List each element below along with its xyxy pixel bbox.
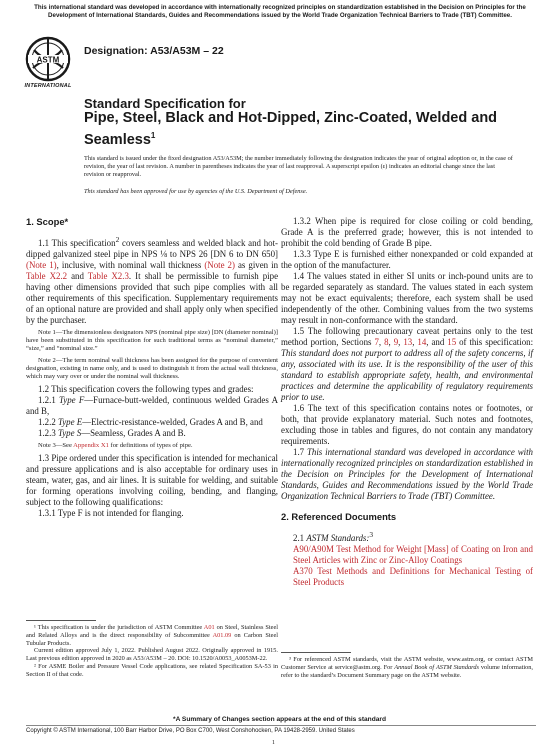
footnote-rule-left — [26, 620, 96, 621]
appendix-x1-link[interactable]: Appendix X1 — [73, 442, 109, 450]
note-2: Note 2—The term nominal wall thickness has been assigned for the purpose of convenient designation, existing in name only, and is used to distinguish it from the actual wall thickness, which may vary over or under the nominal wall thickness. — [26, 356, 278, 380]
note-1: Note 1—The dimensionless designators NPS (nominal pipe size) [DN (diameter nominal)] have been substituted in this specification for such traditional terms as “nominal diameter,” “size,” and “nominal size.” — [26, 328, 278, 353]
para-1-5-and: and — [431, 337, 445, 347]
section-15-link[interactable]: 15 — [447, 337, 457, 347]
para-1-2-1 — [26, 395, 278, 417]
title-prefix: Standard Specification for — [84, 96, 246, 111]
left-column — [26, 216, 278, 519]
footnote-1 — [26, 624, 278, 647]
para-1-7 — [281, 447, 533, 502]
para-1-5-text: of this specification: — [456, 337, 534, 347]
copyright: Copyright © ASTM International, 100 Barr Harbor Drive, PO Box C700, West Conshohocken, PA 19428-2959. United States — [26, 728, 355, 734]
footnotes-right — [281, 656, 533, 679]
ref-a370[interactable] — [281, 566, 533, 588]
footnote-1-lead: ¹ This specification is under the jurisdiction of ASTM Committee — [34, 624, 204, 631]
para-1-1-text-b: , inclusive, with nominal wall thickness — [56, 259, 205, 270]
footnote-1-tail: on Carbon Steel Tubular Products. — [26, 631, 278, 647]
para-1-5: 1.5 The following precautionary caveat pertains only to the test method portion, Sections 7, 8, 9, 13, 14, and 15 of this specification: This standard does not purport to address all of the safety concerns, if any, associated with its use. It is the responsibility of the user of this standard to establish appropriate safety, health, and environmental practices and determine the applicability of regulatory requirements prior to use. — [281, 326, 534, 402]
section-8-link[interactable]: 8 — [384, 337, 389, 347]
ref-a90-code[interactable]: A90/A90M — [293, 543, 334, 554]
safety-caveat: This standard does not purport to address all of the safety concerns, if any, associated with its use. It is the responsibility of the user of this standard to establish appropriate safety, health, and environmental practices and determine the applicability of regulatory requirements prior to use. — [281, 348, 533, 402]
ref-a370-code[interactable]: A370 — [293, 565, 313, 576]
footnote-3-text: volume information, refer to the standard’s Document Summary page on the ASTM website. — [281, 663, 534, 679]
para-1-4: 1.4 The values stated in either SI units or inch-pound units are to be regarded separately as standard. The values stated in each system may not be exact equivalents; therefore, each system shall be used independently of the other. Combining values from the two systems may result in non-conformance with the standard. — [281, 271, 533, 325]
footnote-1-text: on Steel, Stainless Steel and Related Alloys and is the direct responsibility of Subcommittee — [26, 624, 278, 639]
para-1-2-3-text: —Seamless, Grades A and B. — [81, 428, 186, 439]
para-1-7-text: This international standard was developed in accordance with internationally recognized principles on standardization established in the Decision on Principles for the Development of International Standards, Guides and Recommendations issued by the World Trade Organization Technical Barriers to Trade (TBT) Committee. — [281, 447, 533, 501]
note-3-lead: Note 3—See — [38, 442, 74, 450]
document-title — [84, 110, 504, 149]
astm-standards-label: ASTM Standards: — [306, 532, 370, 543]
para-1-3-2: 1.3.2 When pipe is required for close coiling or cold bending, Grade A is the preferred grade; however, this is not intended to prohibit the cold bending of Grade B pipe. — [281, 216, 533, 248]
section-13-link[interactable]: 13 — [403, 337, 413, 347]
committee-a01-link[interactable]: A01 — [203, 624, 215, 631]
para-1-1-text-a: covers seamless and welded black and hot-dipped galvanized steel pipe in NPS ⅛ to NPS 26 [DN 6 to DN 650] — [26, 237, 278, 259]
right-column — [281, 216, 533, 588]
type-f-label: Type F — [59, 395, 85, 406]
footnote-2: ² For ASME Boiler and Pressure Vessel Code applications, see related Specification SA-53 in Section II of that code. — [26, 662, 278, 678]
type-e-label: Type E — [57, 417, 83, 428]
para-1-2-3 — [26, 428, 278, 439]
top-notice: This international standard was developed in accordance with internationally recognized principles on standardization established in the Decision on Principles for the Development of International Standards, Guides and Recommendations issued by the World Trade Organization Technical Barriers to Trade (TBT) Committee. — [34, 4, 526, 19]
para-1-1 — [26, 234, 278, 326]
para-2-1-num: 2.1 — [293, 532, 307, 543]
para-1-3: 1.3 Pipe ordered under this specification is intended for mechanical and pressure applications and is also acceptable for ordinary uses in steam, water, gas, and air lines. It is suitable for welding, and suitable for forming operations involving coiling, bending, and flanging, subject to the following qualifications: — [26, 453, 278, 508]
ref-a370-title[interactable]: Test Methods and Definitions for Mechanical Testing of Steel Products — [293, 565, 533, 587]
section-7-link[interactable]: 7 — [374, 337, 379, 347]
logo-mark-text: ASTM — [36, 55, 60, 65]
para-1-2-1-num: 1.2.1 — [38, 395, 60, 406]
para-1-2-1-text: —Furnace-butt-welded, continuous welded Grades A and B, — [26, 395, 279, 417]
para-1-6: 1.6 The text of this specification contains notes or footnotes, or both, that provide explanatory material. Such notes and footnotes, excluding those in tables and figures, do not contain any mandatory requirements. — [281, 403, 533, 446]
para-1-2-3-num: 1.2.3 — [38, 428, 58, 439]
footnote-3 — [281, 656, 533, 679]
scope-heading: 1. Scope* — [26, 216, 69, 227]
referenced-documents-heading: 2. Referenced Documents — [281, 511, 397, 522]
annual-book-title: Annual Book of ASTM Standards — [394, 663, 479, 671]
section-14-link[interactable]: 14 — [417, 337, 427, 347]
approved-note: This standard has been approved for use by agencies of the U.S. Department of Defense. — [84, 188, 308, 195]
footnote-ref-2: 2 — [115, 235, 120, 244]
note-3-text: for definitions of types of pipe. — [108, 442, 193, 450]
title-footnote-ref: 1 — [150, 131, 156, 140]
footnote-3-lead: ³ For referenced ASTM standards, visit the ASTM website, www.astm.org, or contact ASTM Customer Service at service@astm.org. For — [281, 656, 533, 671]
ref-a90-title[interactable]: Test Method for Weight [Mass] of Coating on Iron and Steel Articles with Zinc or Zinc-Alloy Coatings — [293, 543, 533, 565]
subcommittee-a01-09-link[interactable]: A01.09 — [212, 631, 232, 639]
para-1-1-text-d: and — [67, 270, 88, 281]
para-1-2: 1.2 This specification covers the following types and grades: — [38, 384, 254, 395]
logo-text: INTERNATIONAL — [24, 83, 72, 89]
para-1-2-2 — [26, 417, 278, 428]
designation: Designation: A53/A53M – 22 — [84, 45, 224, 57]
astm-logo — [20, 36, 76, 89]
table-x2-3-link[interactable]: Table X2.3 — [87, 270, 129, 281]
para-2-1 — [281, 529, 533, 544]
note-2-link[interactable]: (Note 2) — [204, 259, 235, 270]
para-1-1-text-e: . It shall be permissible to furnish pipe having other dimensions provided that such pipe complies with all other requirements of this specification. Supplementary requirements of an optional nature are provided and shall apply only when specified by the purchaser. — [26, 270, 279, 325]
para-1-3-3: 1.3.3 Type E is furnished either nonexpanded or cold expanded at the option of the manufacturer. — [281, 249, 533, 270]
para-1-7-num: 1.7 — [293, 447, 307, 457]
page-number: 1 — [272, 740, 275, 746]
footer-rule — [26, 725, 536, 726]
issued-note: This standard is issued under the fixed designation A53/A53M; the number immediately following the designation indicates the year of original adoption or, in the case of revision, the year of last revision. A number in parentheses indicates the year of last reapproval. A superscript epsilon (ε) indicates an editorial change since the last revision or reapproval. — [84, 155, 513, 178]
document-title-text: Pipe, Steel, Black and Hot-Dipped, Zinc-Coated, Welded and Seamless — [84, 110, 498, 148]
para-1-2-2-text: —Electric-resistance-welded, Grades A and B, and — [82, 417, 263, 428]
footnote-ref-3: 3 — [369, 530, 374, 539]
para-1-3-1: 1.3.1 Type F is not intended for flanging. — [38, 508, 184, 519]
astm-logo-mark — [20, 36, 76, 82]
table-x2-2-link[interactable]: Table X2.2 — [26, 270, 68, 281]
footnotes-left — [26, 624, 278, 679]
para-1-2-2-num: 1.2.2 — [38, 417, 58, 428]
section-9-link[interactable]: 9 — [393, 337, 399, 347]
note-3 — [26, 442, 278, 450]
summary-note: *A Summary of Changes section appears at the end of this standard — [173, 716, 386, 723]
footnote-rule-right — [281, 652, 351, 653]
para-1-5-lead: 1.5 The following precautionary caveat pertains only to the test method portion, Sections — [281, 326, 533, 347]
footnote-1-edition: Current edition approved July 1, 2022. Published August 2022. Originally approved in 1915. Last previous edition approved in 2020 as A53/A53M – 20. DOI: 10.1520/A0053_A0053M-22. — [26, 647, 278, 663]
para-1-1-text-c: as given in — [234, 259, 279, 270]
ref-a90[interactable] — [281, 544, 533, 566]
type-s-label: Type S — [57, 428, 82, 439]
para-1-1-lead: 1.1 This specification — [38, 237, 116, 248]
note-1-link[interactable]: (Note 1) — [26, 259, 57, 270]
